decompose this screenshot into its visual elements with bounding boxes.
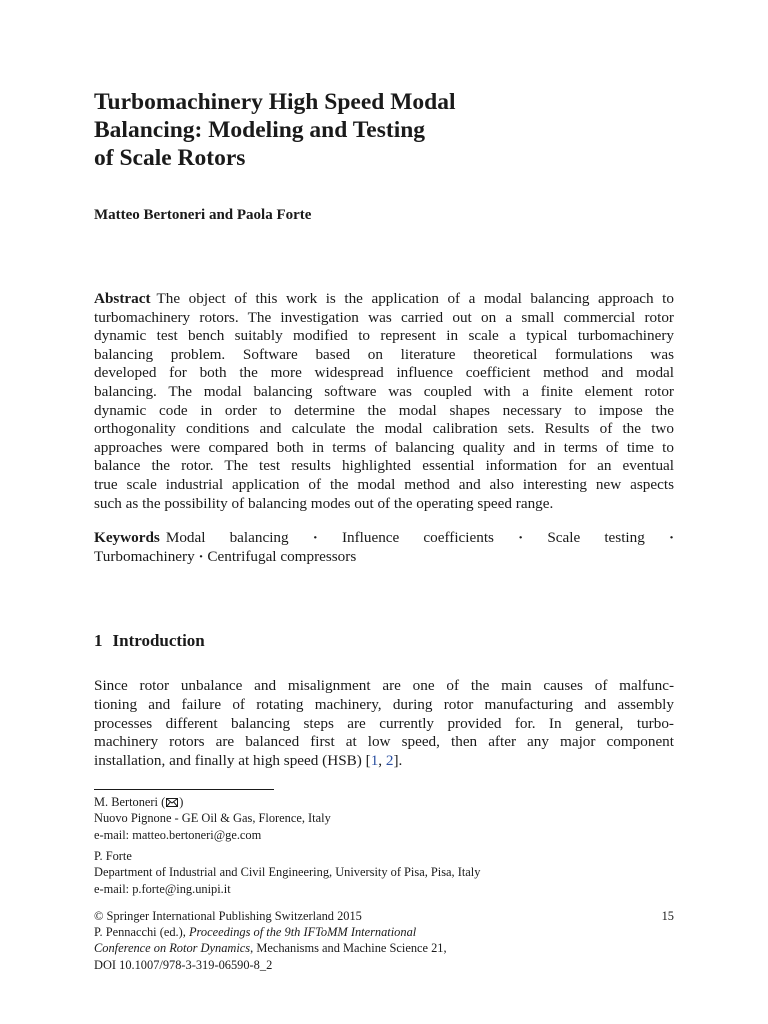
footnote-divider: [94, 789, 274, 790]
affiliation-email[interactable]: e-mail: matteo.bertoneri@ge.com: [94, 827, 262, 842]
abstract-line: dynamic code in order to determine the modal shapes necessary to impose the: [94, 401, 674, 419]
abstract-line: such as the possibility of balancing modes out of the operating speed range.: [94, 494, 554, 512]
proceedings-title-cont: Conference on Rotor Dynamics: [94, 941, 251, 956]
intro-text-end: ].: [393, 752, 403, 770]
intro-line: Since rotor unbalance and misalignment are one of the main causes of malfunc-: [94, 677, 674, 694]
editor: P. Pennacchi (ed.),: [94, 925, 189, 940]
abstract-line: orthogonality conditions and calculate the modal calibration sets. Results of the two: [94, 420, 674, 438]
abstract-line: balancing. The modal balancing software was coupled with a finite element rotor: [94, 382, 674, 400]
citation-link-2[interactable]: 2: [385, 752, 394, 770]
intro-paragraph: [94, 677, 674, 771]
keyword: Influence coefficients: [341, 529, 494, 546]
keywords: [94, 528, 674, 566]
abstract-line: balance the rotor. The test results highlighted essential information for an eventual: [94, 457, 674, 475]
citation-separator: ,: [378, 752, 386, 770]
abstract-line: dynamic test bench suitably modified to represent in scale a typical turbomachinery: [94, 327, 674, 345]
page-number: 15: [661, 909, 674, 923]
abstract-line: turbomachinery rotors. The investigation was carried out on a small commercial rotor: [94, 308, 674, 326]
abstract-line: balancing problem. Software based on literature theoretical formulations was: [94, 345, 674, 363]
affiliation-name: M. Bertoneri (: [94, 795, 166, 809]
abstract-label: Abstract: [94, 290, 151, 307]
affiliation-org: Department of Industrial and Civil Engineering, University of Pisa, Pisa, Italy: [94, 865, 481, 880]
publication-footer: [94, 908, 674, 973]
section-number: 1: [94, 631, 103, 650]
affiliation-org: Nuovo Pignone - GE Oil & Gas, Florence, Italy: [94, 811, 331, 826]
abstract-line: [94, 290, 674, 309]
intro-text: installation, and finally at high speed (HSB) [: [94, 752, 371, 770]
copyright-notice: © Springer International Publishing Switzerland 2015: [94, 909, 362, 923]
keyword-separator: ·: [198, 548, 204, 565]
intro-line: [94, 752, 674, 771]
abstract-line: approaches were compared both in terms of balancing quality and in terms of time to: [94, 438, 674, 456]
intro-line: tioning and failure of rotating machinery, during rotor manufacturing and assembly: [94, 695, 674, 713]
affiliation-email[interactable]: e-mail: p.forte@ing.unipi.it: [94, 881, 231, 896]
citation-line: [94, 924, 674, 940]
section-title: Introduction: [112, 631, 205, 650]
keywords-label: Keywords: [94, 529, 160, 546]
section-heading: [94, 630, 205, 652]
affiliation-block: [94, 848, 480, 897]
envelope-icon: [166, 798, 178, 807]
keywords-line: [94, 528, 674, 547]
series-info: , Mechanisms and Machine Science 21,: [250, 941, 447, 956]
title-line: of Scale Rotors: [94, 145, 246, 171]
paper-title: [94, 88, 574, 172]
intro-line: processes different balancing steps are currently provided for. In general, turbo-: [94, 714, 674, 732]
intro-line: machinery rotors are balanced first at low speed, then after any major component: [94, 733, 674, 751]
abstract-line: developed for both the more widespread influence coefficient method and modal: [94, 364, 674, 382]
doi[interactable]: DOI 10.1007/978-3-319-06590-8_2: [94, 957, 273, 972]
abstract-line: true scale industrial application of the modal method and also interesting new aspects: [94, 475, 674, 493]
author-list: Matteo Bertoneri and Paola Forte: [94, 207, 312, 223]
keyword: Modal balancing: [165, 529, 289, 546]
affiliation-name-end: ): [179, 795, 184, 809]
keyword: Centrifugal compressors: [207, 548, 357, 565]
citation-link-1[interactable]: 1: [370, 752, 379, 770]
abstract: [94, 290, 674, 513]
keywords-line: [94, 547, 674, 566]
citation-line: [94, 940, 674, 956]
keyword: Turbomachinery: [94, 548, 195, 565]
affiliation-author: [94, 794, 331, 810]
keyword-separator: ·: [668, 529, 675, 546]
affiliation-name: P. Forte: [94, 849, 132, 863]
title-line: Turbomachinery High Speed Modal: [94, 89, 456, 115]
keyword-separator: ·: [518, 529, 524, 546]
proceedings-title: Proceedings of the 9th IFToMM International: [188, 925, 417, 940]
keyword-separator: ·: [312, 529, 318, 546]
affiliation-block: [94, 794, 331, 843]
title-line: Balancing: Modeling and Testing: [94, 117, 426, 143]
keyword: Scale testing: [547, 529, 645, 546]
abstract-text: The object of this work is the application of a modal balancing approach to: [156, 290, 674, 307]
